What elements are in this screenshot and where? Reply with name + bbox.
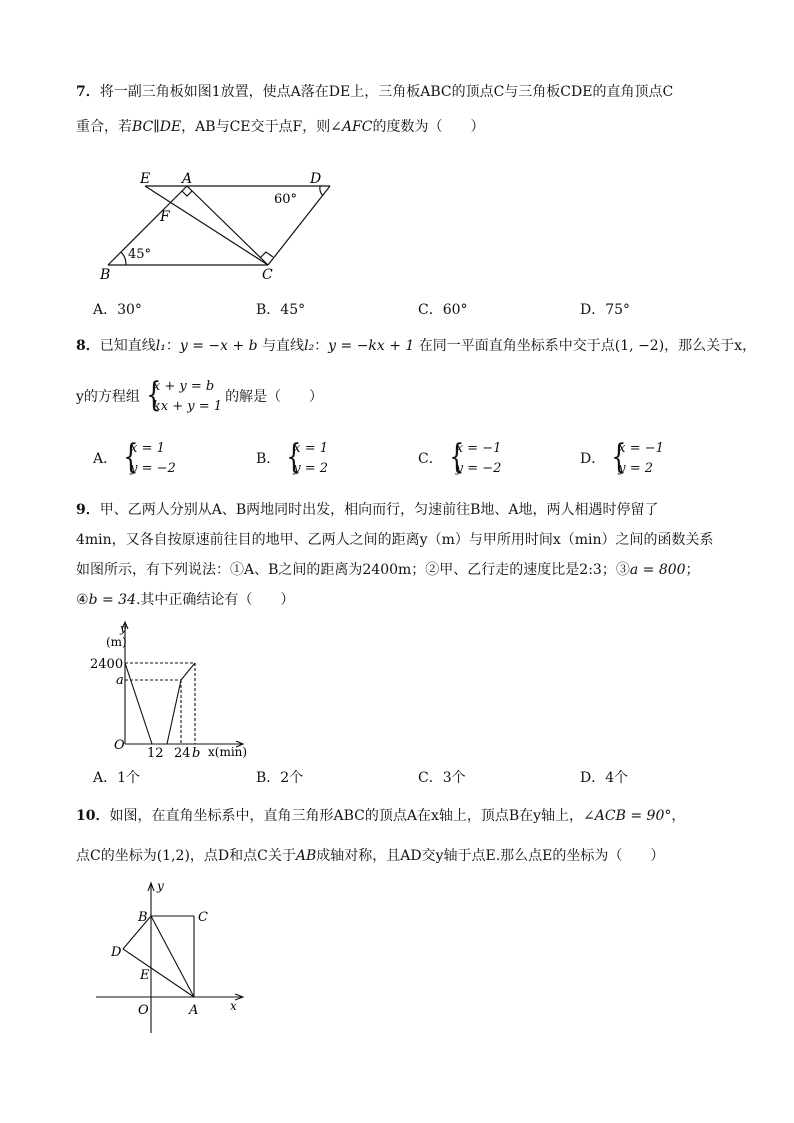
q7-text-b: ，AB与CE交于点F，则 bbox=[181, 119, 331, 135]
q10-number: 10． bbox=[76, 808, 110, 824]
q7-option-b[interactable]: B．45° bbox=[256, 302, 306, 318]
q10-label-O: O bbox=[138, 1003, 149, 1018]
q8-text-b: 与直线 bbox=[262, 338, 305, 354]
q8-option-a-system: { x = 1 y = −2 bbox=[123, 437, 176, 477]
q9-label-y: y bbox=[120, 622, 127, 635]
q9-line3 bbox=[76, 560, 700, 580]
q7-right-angle-C bbox=[260, 252, 273, 258]
q9-text-line4b: .其中正确结论有（ ） bbox=[135, 592, 295, 608]
q8-option-b-label: B． bbox=[256, 451, 281, 467]
q7-text-line1: 将一副三角板如图1放置，使点A落在DE上，三角板ABC的顶点C与三角板CDE的直角顶点C bbox=[99, 84, 674, 100]
q9-label-a: a bbox=[116, 673, 124, 688]
q9-math-b: b = 34 bbox=[88, 592, 136, 608]
q8-l1: l₁ bbox=[155, 338, 166, 354]
q8-option-b-system: { x = 1 y = 2 bbox=[286, 437, 329, 477]
q7-option-c[interactable]: C．60° bbox=[418, 302, 468, 318]
q7-math-angle: ∠AFC bbox=[330, 119, 373, 135]
q8-option-d[interactable] bbox=[580, 438, 667, 480]
q8-option-a-eq2: y = −2 bbox=[130, 461, 176, 476]
q7-line-AC bbox=[187, 186, 268, 265]
q8-option-c-eq1: x = −1 bbox=[455, 441, 502, 456]
q8-option-c[interactable] bbox=[418, 438, 504, 480]
q8-line2 bbox=[76, 376, 323, 418]
q9-math-a: a = 800 bbox=[629, 562, 686, 578]
q8-text-c: 在同一平面直角坐标系中交于点 bbox=[418, 338, 615, 354]
q8-point: (1, −2) bbox=[614, 338, 665, 354]
q7-right-angle-A bbox=[182, 191, 192, 196]
q8-option-b[interactable] bbox=[256, 438, 331, 480]
q9-graph-line bbox=[125, 663, 195, 744]
q10-text-c: 点C的坐标为 bbox=[76, 848, 157, 864]
q9-text-line3a: 如图所示，有下列说法：①A、B之间的距离为2400m；②甲、乙行走的速度比是2:3；③ bbox=[76, 562, 630, 578]
q10-text-d: ，点D和点C关于 bbox=[189, 848, 296, 864]
q7-arc-B bbox=[121, 252, 126, 265]
q7-line2 bbox=[76, 117, 485, 137]
q10-label-C: C bbox=[198, 910, 208, 925]
q8-option-d-eq1: x = −1 bbox=[618, 441, 664, 456]
q9-number: 9． bbox=[76, 502, 100, 518]
q7-number: 7． bbox=[76, 84, 100, 100]
q8-text-d: ，那么关于x， bbox=[664, 338, 757, 354]
q8-option-a[interactable] bbox=[93, 438, 179, 480]
q8-option-c-label: C． bbox=[418, 451, 443, 467]
q7-figure bbox=[90, 165, 350, 285]
q7-option-d[interactable]: D．75° bbox=[580, 302, 631, 318]
q9-label-origin: O bbox=[114, 738, 125, 753]
q9-text-line1: 甲、乙两人分别从A、B两地同时出发，相向而行，匀速前往B地、A地，两人相遇时停留了 bbox=[99, 502, 659, 518]
q7-label-F: F bbox=[160, 209, 170, 225]
q10-line-DA bbox=[123, 949, 194, 997]
q10-line-BA bbox=[151, 916, 194, 997]
q9-label-x: x(min) bbox=[208, 745, 248, 759]
q9-line4 bbox=[76, 590, 294, 610]
q7-line-EC bbox=[145, 186, 268, 265]
q10-text-e: 成轴对称，且AD交y轴于点E.那么点E的坐标为（ ） bbox=[316, 848, 665, 864]
q9-text-line3b: ； bbox=[685, 562, 700, 578]
q8-l2: l₂ bbox=[304, 338, 315, 354]
q7-label-E: E bbox=[140, 171, 151, 187]
q8-option-b-eq2: y = 2 bbox=[293, 461, 329, 476]
q9-option-a[interactable]: A．1个 bbox=[93, 770, 141, 786]
q9-line1 bbox=[76, 500, 659, 520]
q8-text-e: y的方程组 bbox=[76, 389, 140, 405]
q9-text-line4a: ④ bbox=[76, 592, 89, 608]
q9-label-24: 24 bbox=[174, 746, 191, 761]
q10-label-x: x bbox=[230, 999, 237, 1013]
q10-label-E: E bbox=[140, 968, 150, 983]
q10-label-y: y bbox=[157, 879, 164, 893]
q10-label-B: B bbox=[138, 910, 148, 925]
q10-label-A: A bbox=[189, 1003, 199, 1018]
q8-option-d-eq2: y = 2 bbox=[618, 461, 654, 476]
q8-number: 8． bbox=[76, 338, 100, 354]
q10-label-D: D bbox=[111, 945, 122, 960]
q8-eq2: y = −kx + 1 bbox=[328, 338, 415, 354]
q8-option-c-eq2: y = −2 bbox=[455, 461, 502, 476]
q10-line2 bbox=[76, 846, 664, 866]
q9-option-d[interactable]: D．4个 bbox=[580, 770, 629, 786]
q9-label-12: 12 bbox=[147, 746, 164, 761]
q7-math-parallel: BC∥DE bbox=[132, 119, 182, 135]
q9-line2: 4min，又各自按原速前往目的地甲、乙两人之间的距离y（m）与甲所用时间x（min）之间的函数关系 bbox=[76, 532, 714, 548]
q8-eq1: y = −x + b bbox=[179, 338, 258, 354]
q10-line1 bbox=[76, 806, 685, 826]
q7-option-a[interactable]: A．30° bbox=[93, 302, 142, 318]
q7-text-a: 重合，若 bbox=[76, 119, 132, 135]
q7-angle-60: 60° bbox=[274, 192, 298, 207]
q10-math-angle: ∠ACB = 90° bbox=[583, 808, 672, 824]
q7-text-c: 的度数为（ ） bbox=[372, 119, 485, 135]
q10-math-ab: AB bbox=[295, 848, 317, 864]
q7-label-C: C bbox=[262, 267, 273, 283]
q9-label-b: b bbox=[192, 746, 201, 761]
q7-label-A: A bbox=[182, 171, 193, 187]
q8-text-a: 已知直线 bbox=[99, 338, 156, 354]
q10-text-a: 如图，在直角坐标系中，直角三角形ABC的顶点A在x轴上，顶点B在y轴上， bbox=[109, 808, 584, 824]
q9-option-b[interactable]: B．2个 bbox=[256, 770, 304, 786]
q10-figure bbox=[92, 878, 252, 1038]
q9-label-2400: 2400 bbox=[90, 657, 124, 672]
q7-arc-D bbox=[320, 186, 323, 196]
q8-sys-eq2: kx + y = 1 bbox=[152, 399, 223, 414]
q7-line1 bbox=[76, 82, 673, 102]
q8-colon2: ： bbox=[314, 338, 329, 354]
q8-option-d-label: D． bbox=[580, 451, 606, 467]
q10-text-b: ， bbox=[671, 808, 686, 824]
q8-sys-eq1: x + y = b bbox=[152, 379, 215, 394]
q10-point: (1,2) bbox=[156, 848, 190, 864]
q7-label-D: D bbox=[310, 171, 322, 187]
q7-label-B: B bbox=[100, 267, 111, 283]
q9-figure bbox=[90, 620, 260, 760]
q9-label-unit: (m) bbox=[106, 635, 127, 649]
q8-option-a-label: A． bbox=[93, 451, 118, 467]
q8-option-d-system: { x = −1 y = 2 bbox=[611, 437, 664, 477]
q8-colon1: ： bbox=[165, 338, 180, 354]
q8-option-a-eq1: x = 1 bbox=[130, 441, 165, 456]
q8-system: { x + y = b kx + y = 1 bbox=[146, 375, 223, 415]
q8-text-f: 的解是（ ） bbox=[225, 389, 324, 405]
q7-angle-45: 45° bbox=[128, 247, 152, 262]
q9-option-c[interactable]: C．3个 bbox=[418, 770, 466, 786]
q8-line1 bbox=[76, 336, 756, 356]
q8-option-b-eq1: x = 1 bbox=[293, 441, 329, 456]
q8-option-c-system: { x = −1 y = −2 bbox=[448, 437, 502, 477]
